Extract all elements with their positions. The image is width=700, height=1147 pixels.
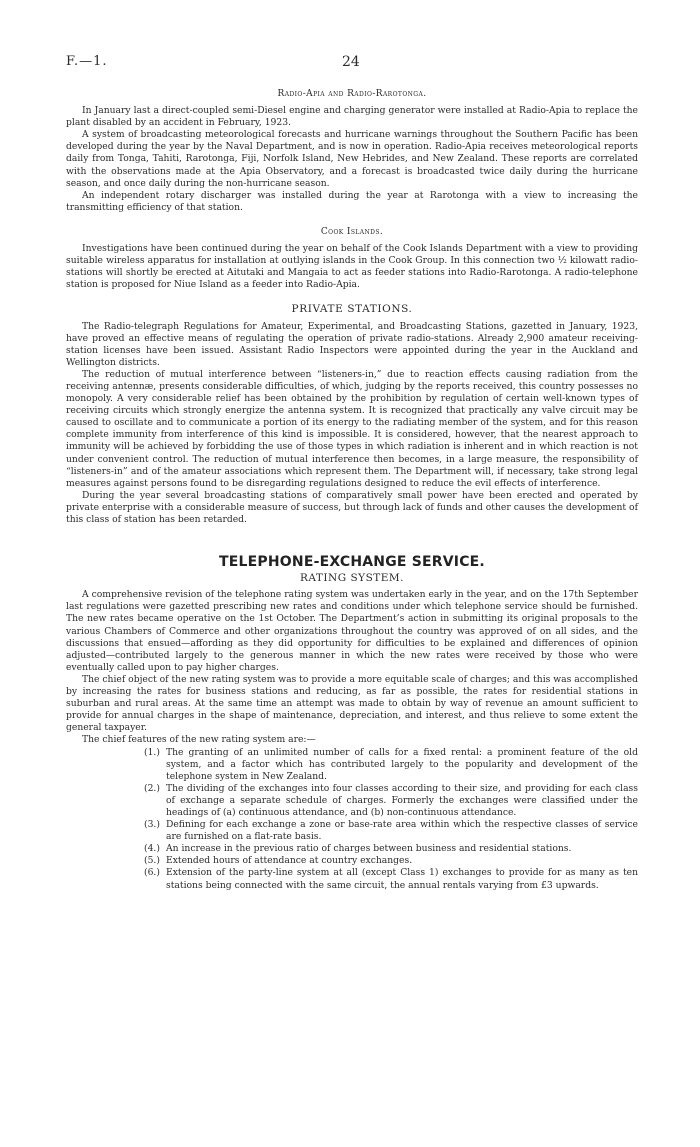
list-text: An increase in the previous ratio of charges between business and residential stations. bbox=[166, 843, 572, 855]
list-text: Extended hours of attendance at country exchanges. bbox=[166, 855, 413, 867]
page-number: 24 bbox=[342, 54, 360, 70]
list-text: The dividing of the exchanges into four classes according to their size, and providing for each class of exchange a separate schedule of charges. Formerly the exchanges were classified under the headings of (a) continuous attendance, and (b) non-continuous attendance. bbox=[166, 782, 638, 818]
heading-cook-islands: Cook Islands. bbox=[320, 226, 384, 237]
subheading-rating-system: RATING SYSTEM. bbox=[299, 572, 405, 585]
list-text: Extension of the party-line system at all (except Class 1) exchanges to provide for as many as ten stations being connected with the same circuit, the annual rentals varying from £3 upwards. bbox=[166, 867, 638, 891]
heading-telephone-exchange: TELEPHONE-EXCHANGE SERVICE. bbox=[219, 554, 485, 571]
list-item bbox=[66, 747, 638, 783]
paragraph: During the year several broadcasting stations of comparatively small power have been erected and operated by private enterprise with a considerable measure of success, but through lack of funds and other causes the development of this class of station has been retarded. bbox=[66, 489, 638, 525]
heading-radio-apia: Radio-Apia and Radio-Rarotonga. bbox=[277, 89, 427, 99]
list-number: (6.) bbox=[144, 867, 160, 879]
list-text: The granting of an unlimited number of calls for a fixed rental: a prominent feature of the old system, and a factor which has contributed largely to the popularity and development of the telephone system in New Zealand. bbox=[166, 746, 638, 782]
paragraph: Investigations have been continued during the year on behalf of the Cook Islands Department with a view to providing suitable wireless apparatus for installation at outlying islands in the Cook Group. In this connection two ½ kilowatt radio-stations will shortly be erected at Aitutaki and Mangaia to act as feeder stations into Radio-Rarotonga. A radio-telephone station is proposed for Niue Island as a feeder into Radio-Apia. bbox=[66, 243, 638, 291]
paragraph: The chief features of the new rating system are:— bbox=[82, 734, 316, 746]
list-number: (2.) bbox=[144, 782, 160, 794]
paragraph: A system of broadcasting meteorological forecasts and hurricane warnings throughout the Southern Pacific has been developed during the year by the Naval Department, and is now in operation. Radio-Apia receives meteorological reports daily from Tonga, Tahiti, Rarotonga, Fiji, Norfolk Island, New Hebrides, and New Zealand. These reports are correlated with the observations made at the Apia Observatory, and a forecast is broadcasted twice daily during the hurricane season, and once daily during the non-hurricane season. bbox=[66, 129, 638, 189]
list-item bbox=[66, 783, 638, 819]
paragraph: The reduction of mutual interference between “listeners-in,” due to reaction effects causing radiation from the receiving antennæ, presents considerable difficulties, of which, judging by the reports received, this country possesses no monopoly. A very considerable relief has been obtained by the prohibition by regulation of certain well-known types of receiving circuits which strongly energize the antenna system. It is recognized that practically any valve circuit may be caused to oscillate and to communicate a portion of its energy to the radiating member of the system, and for this reason complete immunity from interference of this kind is impossible. It is considered, however, that the nearest approach to immunity will be achieved by forbidding the use of those types in which radiation is inherent and in which reaction is not under convenient control. The reduction of mutual interference then becomes, in a large measure, the responsibility of “listeners-in” and of the amateur associations which represent them. The Department will, if necessary, take strong legal measures against persons found to be disregarding regulations designed to reduce the evil effects of interference. bbox=[66, 368, 638, 489]
list-item bbox=[66, 867, 638, 891]
paragraph: A comprehensive revision of the telephone rating system was undertaken early in the year, and on the 17th September last regulations were gazetted prescribing new rates and conditions under which telephone service should be furnished. The new rates became operative on the 1st October. The Department’s action in submitting its original proposals to the various Chambers of Commerce and other organizations throughout the country was approved of on all sides, and the discussions that ensued—affording as they did opportunity for difficulties to be explained and differences of opinion adjusted—contributed largely to the generous manner in which the new rates were received by those who were eventually called upon to pay higher charges. bbox=[66, 589, 638, 673]
paragraph: The chief object of the new rating system was to provide a more equitable scale of charges; and this was accomplished by increasing the rates for business stations and reducing, as far as possible, the rates for residential stations in suburban and rural areas. At the same time an attempt was made to obtain by way of revenue an amount sufficient to provide for annual charges in the shape of maintenance, depreciation, and interest, and thus relieve to some extent the general taxpayer. bbox=[66, 673, 638, 734]
list-item bbox=[66, 819, 638, 843]
list-number: (1.) bbox=[144, 746, 160, 758]
list-text: Defining for each exchange a zone or base-rate area within which the respective classes of service are furnished on a flat-rate basis. bbox=[166, 819, 638, 843]
list-item bbox=[66, 855, 638, 867]
features-list bbox=[66, 747, 638, 892]
heading-private-stations: PRIVATE STATIONS. bbox=[291, 303, 413, 316]
paragraph: The Radio-telegraph Regulations for Amateur, Experimental, and Broadcasting Stations, gazetted in January, 1923, have proved an effective means of regulating the operation of private radio-stations. Already 2,900 amateur receiving-station licenses have been issued. Assistant Radio Inspectors were appointed during the year in the Auckland and Wellington districts. bbox=[66, 320, 638, 368]
paragraph: In January last a direct-coupled semi-Diesel engine and charging generator were installed at Radio-Apia to replace the plant disabled by an accident in February, 1923. bbox=[66, 105, 638, 129]
paragraph: An independent rotary discharger was installed during the year at Rarotonga with a view to increasing the transmitting efficiency of that station. bbox=[66, 189, 638, 213]
list-item bbox=[66, 843, 638, 855]
list-number: (3.) bbox=[144, 819, 160, 831]
document-reference: F.—1. bbox=[66, 54, 108, 69]
list-number: (5.) bbox=[144, 855, 160, 867]
list-number: (4.) bbox=[144, 843, 160, 855]
